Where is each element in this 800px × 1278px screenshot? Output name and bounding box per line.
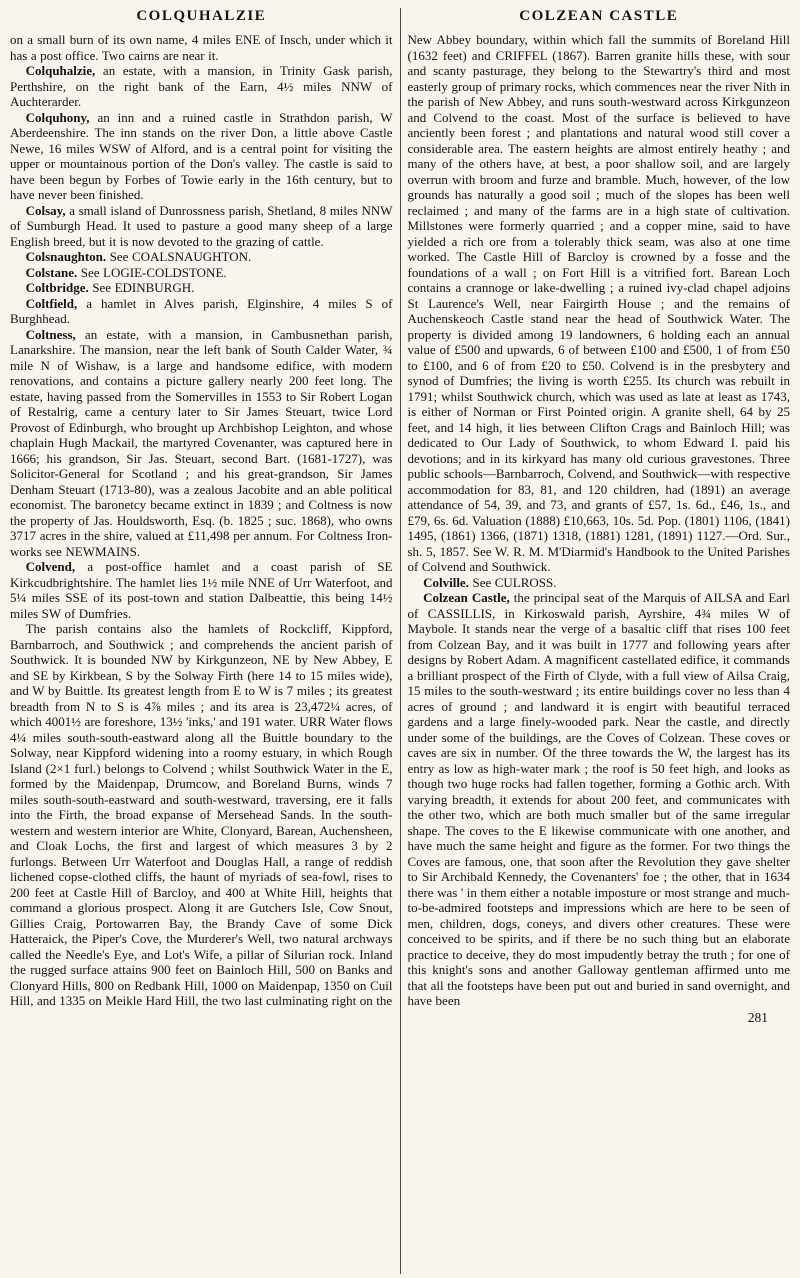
entry-lead: Coltfield, bbox=[25, 295, 78, 311]
entry-lead: Colsay, bbox=[25, 202, 66, 218]
entry-lead: Colzean Castle, bbox=[423, 590, 510, 605]
continued-paragraph bbox=[408, 32, 791, 575]
entry-lead: Coltbridge. bbox=[25, 280, 89, 295]
entry-text: The parish contains also the hamlets of Rockcliff, Kippford, Barnbarroch, and Southwick ; and comprehends the ancient parish of Southwick. It is bounded NW by Kirkgunzeon, NE by New Abbey, E and SE by Kirkbean, S by the Solway Firth (here 14 to 15 miles wide), and W by Buittle. Its greatest length from E to W is 7 miles ; its greatest breadth from N to S is 4⅞ miles ; and its area is 23,472¼ acres, of which 4001½ are foreshore, 13½ 'inks,' and 191 water. URR Water flows 4¼ miles south-south-eastward along all the Buittle boundary to the Solway, near Kippford widening into a roomy estuary, in which Rough Island (2×1 furl.) belongs to Colvend ; whilst Southwick Water in the E, formed by the Maidenpap, Drumcow, and Boreland Burns, winds 7 miles south-south-eastward and south-westward, traversing, ere it falls into the Firth, the broad expanse of Mersehead Sands. In the south-western and western interior are White, Clonyard, Barean, Auchensheen, and Cloak Lochs, the first and largest of which measures 3 by 2 furlongs. Between Urr Waterfoot and Douglas Hall, a range of reddish lichened copse-clothed cliffs, the haunt of myriads of sea-fowl, rises to 200 feet at Castle Hill of Barcloy, and 400 at White Hill, heights that command a glorious prospect. Along it are Gutchers Isle, Cow Snout, Gillies Craig, Portowarren Bay, the Brandy Cave of some Dick Hatteraick, the Piper's Cove, the Murderer's Well, two natural archways called the Needle's Eye, and Lot's Wife, a pillar of Silurian rock. Inland the rugged surface attains 900 feet on Bainloch Hill, 500 on Banks and Clonyard Hills, 800 on Redbank Hill, 1000 on Maidenpap, 1350 on Cuil Hill, and 1335 on Meikle Hard Hill, the two last culminating right on the bbox=[10, 621, 393, 1008]
continued-paragraph bbox=[10, 32, 393, 63]
entry-text: on a small burn of its own name, 4 miles ENE of Insch, under which it has a post office. Two cairns are near it. bbox=[10, 32, 393, 63]
two-column-layout bbox=[10, 8, 790, 1274]
right-column-header: COLZEAN CASTLE bbox=[519, 8, 679, 24]
entry-colstane bbox=[10, 265, 393, 281]
entry-text: a small island of Dunrossness parish, Shetland, 8 miles NNW of Sumburgh Head. It used to pasture a good many sheep of a large English breed, but it is now devoted to the grazing of cattle. bbox=[10, 202, 393, 249]
entry-colville bbox=[408, 575, 791, 591]
entry-text: an inn and a ruined castle in Strathdon parish, W Aberdeenshire. The inn stands on the river Don, a little above Castle Newe, 16 miles WSW of Alford, and is a central point for visiting the upper or mountainous portion of the Don's valley. The castle is said to have been begun by Forbes of Towie early in the 16th century, but to have never been finished. bbox=[10, 109, 393, 202]
entry-text: See EDINBURGH. bbox=[88, 280, 195, 295]
right-column bbox=[401, 8, 791, 1274]
entry-lead: Colville. bbox=[423, 574, 469, 590]
entry-colvend bbox=[10, 559, 393, 621]
entry-lead: Colsnaughton. bbox=[25, 249, 107, 264]
left-column-header: COLQUHALZIE bbox=[136, 8, 267, 24]
left-column bbox=[10, 8, 400, 1274]
entry-colquhalzie bbox=[10, 63, 393, 110]
entry-lead: Colvend, bbox=[25, 559, 76, 574]
page-number: 281 bbox=[747, 1009, 768, 1025]
entry-colsay bbox=[10, 203, 393, 250]
entry-coltbridge bbox=[10, 280, 393, 296]
entry-colquhony bbox=[10, 110, 393, 203]
entry-colsnaughton bbox=[10, 249, 393, 265]
entry-text: an estate, with a mansion, in Trinity Gask parish, Perthshire, on the right bank of the Earn, 4½ miles NNW of Auchterarder. bbox=[10, 63, 393, 109]
entry-lead: Colquhalzie, bbox=[25, 63, 96, 78]
entry-lead: Colstane. bbox=[25, 264, 78, 280]
colvend-parish-paragraph bbox=[10, 621, 393, 1009]
entry-lead: Coltness, bbox=[25, 326, 76, 342]
entry-text: See COALSNAUGHTON. bbox=[106, 249, 252, 264]
entry-text: the principal seat of the Marquis of AILSA and Earl of CASSILLIS, in Kirkoswald parish, Ayrshire, 4¾ miles W of Maybole. It stands near the verge of a basaltic cliff that rises 100 feet from Colzean Bay, and it was built in 1777 and following years after designs by Robert Adam. A magnificent castellated edifice, it commands a brilliant prospect of the Firth of Clyde, with a full view of Ailsa Craig, 15 miles to the south-westward ; its entire buildings cover no less than 4 acres of ground ; and landward it is engirt with beautiful terraced gardens and a large finely-wooded park. Near the castle, and directly under some of the buildings, are the Coves of Colzean. These coves or caves are six in number. Of the three towards the W, the largest has its entry as low as high-water mark ; the roof is 50 feet high, and looks as though two huge rocks had fallen together, forming a Gothic arch. With varying breadth, it extends for about 200 feet, and communicates with the other two, which are both much smaller but of the same irregular shape. The coves to the E likewise communicate with one another, and have much the same height and figure as the former. For two things the Coves are famous, one, that soon after the Revolution they gave shelter to Sir Archibald Kennedy, the Covenanters' foe ; the other, that in 1634 there was ' in them either a notable imposture or most strange and much-to-be-admired footsteps and impressions which are here to be seen of men, children, dogs, coneys, and divers other creatures. These were conceived to be spirits, and if there be no such thing but an elaborate practice to deceive, they do most impudently betray the truth ; for one of this knight's sons and another Galloway gentleman affirmed unto me that all the footsteps have been put out and buried in sand overnight, and have been bbox=[407, 590, 790, 1008]
entry-text: New Abbey boundary, within which fall the summits of Boreland Hill (1632 feet) and CRIFFEL (1867). Barren granite hills these, with sour and scanty pasturage, they belong to the Stewartry's third and most easterly group of primary rocks, which commences near the river Nith in the parish of New Abbey, and runs south-westward across Kirkgunzeon and Colvend to the coast. Most of the surface is believed to have anciently been forest ; and plantations and natural wood still cover a considerable area. The eastern heights are almost entirely heathy ; and many of the others have, at best, a poor shallow soil, and are largely overrun with broom and furze and bramble. Much, however, of the low grounds has naturally a good soil ; much of the slopes has been well reclaimed ; and many of the farms are in a high state of cultivation. Millstones were formerly quarried ; and a copper mine, said to have yielded a rich ore from a tolerably thick seam, was also at one time worked. The Castle Hill of Barcloy is crowned by a fosse and the foundations of a wall ; on Fort Hill is a vitrified fort. Barean Loch contains a crannoge or lake-dwelling ; a ruined ivy-clad chapel adjoins St Laurence's Well, near Fairgirth House ; and the remains of Auchenskeoch Castle stand near the head of Southwick Water. The property is divided among 19 landowners, 6 holding each an annual value of £500 and upwards, 6 of between £100 and £500, 1 of from £50 to £100, and 6 of from £20 to £50. Colvend is in the presbytery and synod of Dumfries; the living is worth £255. Its church was rebuilt in 1791; whilst Southwick church, which was used as late at least as 1743, is either of Norman or First Pointed origin. A granite shell, 64 by 25 feet, and 14 high, it lies between Clifton Crags and Bainloch Hill; was dedicated to Our Lady of Southwick, to whom Edward I. paid his devotions; and in its kirkyard has many old curious gravestones. Three public schools—Barnbarroch, Colvend, and Southwick—with respective accommodation for 83, 81, and 120 children, had (1891) an average attendance of 54, 39, and 73, and grants of £57, 1s. 6d., £46, 1s., and £79, 6s. 6d. Valuation (1888) £10,663, 10s. 5d. Pop. (1801) 1106, (1841) 1495, (1861) 1366, (1871) 1318, (1881) 1281, (1891) 1127.—Ord. Sur., sh. 5, 1857. See W. R. M. M'Diarmid's Handbook to the United Parishes of Colvend and Southwick. bbox=[407, 32, 790, 574]
entry-colzean-castle bbox=[408, 590, 791, 1009]
entry-text: See LOGIE-COLDSTONE. bbox=[77, 264, 227, 280]
entry-coltness bbox=[10, 327, 393, 560]
entry-text: a post-office hamlet and a coast parish of SE Kirkcudbrightshire. The hamlet lies 1½ mile NNE of Urr Waterfoot, and 5¼ miles SSE of its post-town and station Dalbeattie, this being 14½ miles SW of Dumfries. bbox=[10, 559, 393, 621]
entry-text: See CULROSS. bbox=[468, 574, 557, 590]
entry-text: an estate, with a mansion, in Cambusnethan parish, Lanarkshire. The mansion, near the left bank of South Calder Water, ¾ mile N of Wishaw, is a large and handsome edifice, with modern renovations, and contains a picture gallery nearly 200 feet long. The estate, having passed from the Somervilles in 1553 to Sir Robert Logan of Restalrig, came a century later to Sir James Steuart, twice Lord Provost of Edinburgh, who brought up Archbishop Leighton, and whose chaplain Hugh Mackail, the martyred Covenanter, was captured here in 1666; his grandson, Sir Jas. Steuart, second Bart. (1681-1727), was Solicitor-General for Scotland ; and his great-grandson, Sir James Denham Steuart (1713-80), was a zealous Jacobite and an able political economist. The baronetcy became extinct in 1839 ; and Coltness is now the property of Jas. Houldsworth, Esq. (b. 1825 ; suc. 1868), who owns 3717 acres in the shire, valued at £11,498 per annum. For Coltness Iron-works see NEWMAINS. bbox=[10, 326, 393, 559]
entry-text: a hamlet in Alves parish, Elginshire, 4 miles S of Burghhead. bbox=[10, 295, 393, 326]
entry-coltfield bbox=[10, 296, 393, 327]
entry-lead: Colquhony, bbox=[25, 109, 90, 125]
